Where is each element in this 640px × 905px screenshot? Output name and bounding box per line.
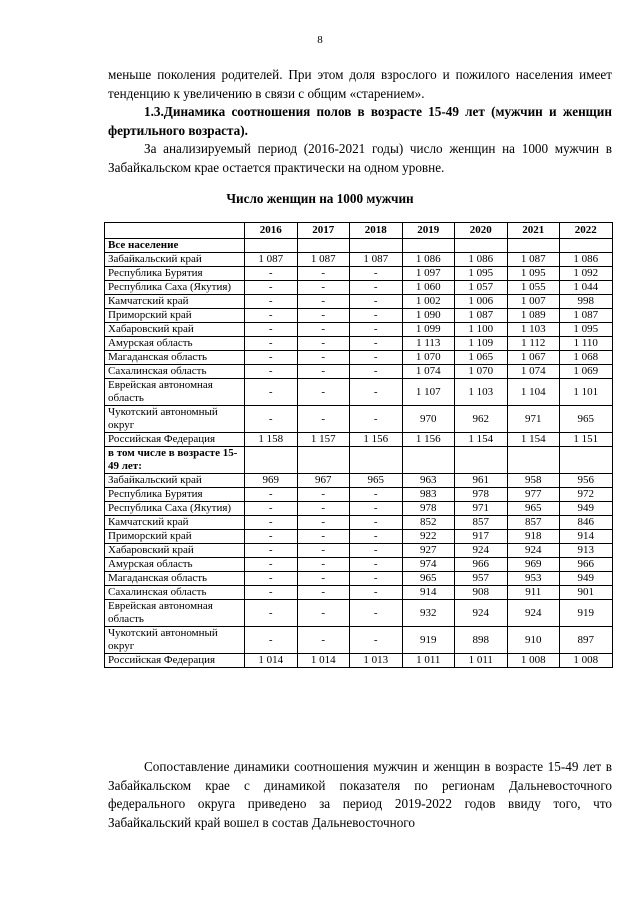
- value-cell: 1 099: [402, 323, 455, 337]
- value-cell: 1 014: [245, 654, 298, 668]
- value-cell: -: [245, 627, 298, 654]
- empty-cell: [402, 239, 455, 253]
- value-cell: 932: [402, 600, 455, 627]
- value-cell: 1 007: [507, 295, 560, 309]
- region-name: Чукотский автономный округ: [105, 627, 245, 654]
- table-row: [105, 488, 613, 502]
- value-cell: -: [245, 572, 298, 586]
- value-cell: 1 086: [560, 253, 613, 267]
- value-cell: 917: [455, 530, 508, 544]
- empty-cell: [245, 447, 298, 474]
- value-cell: 1 100: [455, 323, 508, 337]
- region-name: Амурская область: [105, 558, 245, 572]
- table-row: [105, 253, 613, 267]
- table-row: [105, 337, 613, 351]
- region-name: Республика Саха (Якутия): [105, 502, 245, 516]
- region-name: Сахалинская область: [105, 586, 245, 600]
- table-row: [105, 295, 613, 309]
- region-name: Российская Федерация: [105, 654, 245, 668]
- value-cell: 898: [455, 627, 508, 654]
- value-cell: -: [297, 323, 350, 337]
- value-cell: 1 006: [455, 295, 508, 309]
- value-cell: 918: [507, 530, 560, 544]
- value-cell: 998: [560, 295, 613, 309]
- value-cell: 1 002: [402, 295, 455, 309]
- value-cell: 914: [402, 586, 455, 600]
- value-cell: -: [245, 295, 298, 309]
- value-cell: -: [350, 530, 403, 544]
- table-row: [105, 516, 613, 530]
- value-cell: 1 011: [402, 654, 455, 668]
- table-row: [105, 544, 613, 558]
- value-cell: 911: [507, 586, 560, 600]
- paragraph-period-text: За анализируемый период (2016-2021 годы) число женщин на 1000 мужчин в Забайкальском крае остается практически на одном уровне.: [108, 141, 612, 175]
- value-cell: -: [245, 530, 298, 544]
- value-cell: 1 067: [507, 351, 560, 365]
- value-cell: -: [245, 323, 298, 337]
- region-name: Республика Бурятия: [105, 488, 245, 502]
- value-cell: 971: [455, 502, 508, 516]
- region-name: Хабаровский край: [105, 544, 245, 558]
- value-cell: -: [245, 502, 298, 516]
- value-cell: 1 103: [507, 323, 560, 337]
- value-cell: 924: [455, 600, 508, 627]
- year-header: 2019: [402, 223, 455, 239]
- page-number: 8: [317, 34, 323, 46]
- value-cell: -: [245, 516, 298, 530]
- value-cell: 965: [402, 572, 455, 586]
- value-cell: 924: [507, 600, 560, 627]
- table-row: [105, 379, 613, 406]
- year-header: 2020: [455, 223, 508, 239]
- table-row: [105, 600, 613, 627]
- value-cell: 1 008: [560, 654, 613, 668]
- value-cell: -: [297, 379, 350, 406]
- value-cell: 1 154: [507, 433, 560, 447]
- value-cell: 966: [560, 558, 613, 572]
- value-cell: 956: [560, 474, 613, 488]
- table-row: [105, 406, 613, 433]
- table-row: [105, 502, 613, 516]
- section-heading-text: 1.3.Динамика соотношения полов в возрасте 15-49 лет (мужчин и женщин фертильного возраста).: [108, 104, 612, 138]
- value-cell: 1 014: [297, 654, 350, 668]
- table-row: [105, 474, 613, 488]
- value-cell: 857: [455, 516, 508, 530]
- region-name: Камчатский край: [105, 516, 245, 530]
- value-cell: 965: [560, 406, 613, 433]
- value-cell: -: [297, 337, 350, 351]
- year-header: 2016: [245, 223, 298, 239]
- table-row: [105, 558, 613, 572]
- value-cell: -: [297, 516, 350, 530]
- value-cell: -: [350, 379, 403, 406]
- header-corner: [105, 223, 245, 239]
- table-row: [105, 351, 613, 365]
- table-row: [105, 627, 613, 654]
- value-cell: -: [297, 502, 350, 516]
- region-name: Хабаровский край: [105, 323, 245, 337]
- value-cell: 927: [402, 544, 455, 558]
- section-label: Все население: [105, 239, 245, 253]
- empty-cell: [560, 239, 613, 253]
- region-name: Еврейская автономная область: [105, 379, 245, 406]
- value-cell: -: [245, 558, 298, 572]
- empty-cell: [507, 447, 560, 474]
- region-name: Российская Федерация: [105, 433, 245, 447]
- value-cell: 1 087: [560, 309, 613, 323]
- value-cell: 910: [507, 627, 560, 654]
- value-cell: 1 087: [507, 253, 560, 267]
- value-cell: 1 086: [402, 253, 455, 267]
- empty-cell: [245, 239, 298, 253]
- value-cell: -: [297, 488, 350, 502]
- value-cell: 919: [560, 600, 613, 627]
- value-cell: 1 107: [402, 379, 455, 406]
- value-cell: -: [350, 502, 403, 516]
- value-cell: 983: [402, 488, 455, 502]
- value-cell: 1 156: [402, 433, 455, 447]
- value-cell: 972: [560, 488, 613, 502]
- value-cell: 1 090: [402, 309, 455, 323]
- value-cell: 922: [402, 530, 455, 544]
- value-cell: 1 157: [297, 433, 350, 447]
- empty-cell: [455, 239, 508, 253]
- region-name: Забайкальский край: [105, 474, 245, 488]
- table-row: [105, 572, 613, 586]
- value-cell: -: [350, 267, 403, 281]
- value-cell: 965: [507, 502, 560, 516]
- value-cell: -: [245, 600, 298, 627]
- value-cell: -: [350, 351, 403, 365]
- empty-cell: [507, 239, 560, 253]
- value-cell: -: [350, 406, 403, 433]
- value-cell: 1 068: [560, 351, 613, 365]
- value-cell: 919: [402, 627, 455, 654]
- value-cell: 1 097: [402, 267, 455, 281]
- table-row: [105, 433, 613, 447]
- value-cell: -: [297, 530, 350, 544]
- value-cell: 1 113: [402, 337, 455, 351]
- value-cell: -: [350, 365, 403, 379]
- paragraph-intro: меньше поколения родителей. При этом доля взрослого и пожилого населения имеет тенденцию к увеличению в связи с общим «старением».: [108, 67, 612, 101]
- value-cell: -: [350, 516, 403, 530]
- value-cell: 1 086: [455, 253, 508, 267]
- region-name: Республика Саха (Якутия): [105, 281, 245, 295]
- table-row: [105, 586, 613, 600]
- section-row: [105, 447, 613, 474]
- table-row: [105, 530, 613, 544]
- value-cell: -: [297, 586, 350, 600]
- value-cell: 1 110: [560, 337, 613, 351]
- value-cell: 974: [402, 558, 455, 572]
- section-label: в том числе в возрасте 15-49 лет:: [105, 447, 245, 474]
- value-cell: -: [245, 544, 298, 558]
- value-cell: 961: [455, 474, 508, 488]
- value-cell: -: [297, 406, 350, 433]
- value-cell: -: [245, 488, 298, 502]
- value-cell: 949: [560, 572, 613, 586]
- region-name: Приморский край: [105, 530, 245, 544]
- region-name: Еврейская автономная область: [105, 600, 245, 627]
- value-cell: 1 156: [350, 433, 403, 447]
- section-row: [105, 239, 613, 253]
- value-cell: -: [297, 600, 350, 627]
- value-cell: 1 044: [560, 281, 613, 295]
- value-cell: -: [350, 281, 403, 295]
- value-cell: 969: [245, 474, 298, 488]
- value-cell: -: [297, 281, 350, 295]
- year-header: 2022: [560, 223, 613, 239]
- value-cell: 1 154: [455, 433, 508, 447]
- value-cell: -: [297, 351, 350, 365]
- value-cell: 1 065: [455, 351, 508, 365]
- value-cell: -: [350, 337, 403, 351]
- value-cell: -: [297, 627, 350, 654]
- value-cell: -: [245, 379, 298, 406]
- value-cell: 1 095: [455, 267, 508, 281]
- value-cell: 962: [455, 406, 508, 433]
- value-cell: 1 074: [402, 365, 455, 379]
- value-cell: 970: [402, 406, 455, 433]
- value-cell: 1 069: [560, 365, 613, 379]
- value-cell: 1 008: [507, 654, 560, 668]
- value-cell: 1 087: [297, 253, 350, 267]
- empty-cell: [350, 239, 403, 253]
- value-cell: -: [350, 600, 403, 627]
- value-cell: 978: [455, 488, 508, 502]
- value-cell: -: [245, 267, 298, 281]
- value-cell: 857: [507, 516, 560, 530]
- value-cell: 1 060: [402, 281, 455, 295]
- region-name: Камчатский край: [105, 295, 245, 309]
- value-cell: -: [297, 267, 350, 281]
- value-cell: 1 087: [455, 309, 508, 323]
- empty-cell: [350, 447, 403, 474]
- value-cell: -: [350, 572, 403, 586]
- value-cell: -: [350, 323, 403, 337]
- value-cell: 963: [402, 474, 455, 488]
- sex-ratio-table: [104, 222, 613, 668]
- value-cell: 1 055: [507, 281, 560, 295]
- table-row: [105, 323, 613, 337]
- value-cell: 949: [560, 502, 613, 516]
- value-cell: -: [245, 406, 298, 433]
- value-cell: 1 101: [560, 379, 613, 406]
- value-cell: -: [245, 365, 298, 379]
- table-row: [105, 281, 613, 295]
- value-cell: 913: [560, 544, 613, 558]
- table-row: [105, 267, 613, 281]
- value-cell: 953: [507, 572, 560, 586]
- value-cell: -: [297, 544, 350, 558]
- value-cell: 1 109: [455, 337, 508, 351]
- value-cell: -: [350, 295, 403, 309]
- value-cell: -: [350, 309, 403, 323]
- value-cell: 924: [507, 544, 560, 558]
- value-cell: 1 112: [507, 337, 560, 351]
- value-cell: 846: [560, 516, 613, 530]
- value-cell: -: [245, 337, 298, 351]
- value-cell: 1 158: [245, 433, 298, 447]
- region-name: Приморский край: [105, 309, 245, 323]
- table-header-row: [105, 223, 613, 239]
- value-cell: 914: [560, 530, 613, 544]
- value-cell: 966: [455, 558, 508, 572]
- value-cell: 1 103: [455, 379, 508, 406]
- table-row: [105, 365, 613, 379]
- value-cell: 852: [402, 516, 455, 530]
- section-heading: [108, 103, 612, 140]
- value-cell: -: [297, 572, 350, 586]
- value-cell: 1 011: [455, 654, 508, 668]
- region-name: Магаданская область: [105, 572, 245, 586]
- value-cell: -: [297, 365, 350, 379]
- value-cell: 957: [455, 572, 508, 586]
- value-cell: 1 074: [507, 365, 560, 379]
- value-cell: -: [297, 558, 350, 572]
- value-cell: 1 057: [455, 281, 508, 295]
- value-cell: 924: [455, 544, 508, 558]
- empty-cell: [402, 447, 455, 474]
- value-cell: 977: [507, 488, 560, 502]
- value-cell: 967: [297, 474, 350, 488]
- value-cell: 897: [560, 627, 613, 654]
- year-header: 2021: [507, 223, 560, 239]
- empty-cell: [560, 447, 613, 474]
- value-cell: 901: [560, 586, 613, 600]
- region-name: Республика Бурятия: [105, 267, 245, 281]
- table-title: Число женщин на 1000 мужчин: [226, 191, 414, 206]
- paragraph-period: [108, 140, 612, 177]
- region-name: Сахалинская область: [105, 365, 245, 379]
- value-cell: -: [297, 295, 350, 309]
- value-cell: 1 070: [402, 351, 455, 365]
- region-name: Чукотский автономный округ: [105, 406, 245, 433]
- value-cell: 1 095: [507, 267, 560, 281]
- value-cell: -: [297, 309, 350, 323]
- value-cell: 1 151: [560, 433, 613, 447]
- value-cell: 908: [455, 586, 508, 600]
- value-cell: 1 104: [507, 379, 560, 406]
- value-cell: 978: [402, 502, 455, 516]
- paragraph-comparison-text: Сопоставление динамики соотношения мужчин и женщин в возрасте 15-49 лет в Забайкальском крае с динамикой показателя по регионам Дальневосточного федерального округа приведено за период 2019-2022 годов ввиду того, что Забайкальский край вошел в состав Дальневосточного: [108, 759, 612, 830]
- value-cell: -: [245, 586, 298, 600]
- region-name: Магаданская область: [105, 351, 245, 365]
- value-cell: -: [350, 488, 403, 502]
- value-cell: -: [350, 586, 403, 600]
- value-cell: -: [245, 351, 298, 365]
- value-cell: -: [245, 309, 298, 323]
- value-cell: 969: [507, 558, 560, 572]
- value-cell: 1 087: [350, 253, 403, 267]
- value-cell: 1 089: [507, 309, 560, 323]
- year-header: 2018: [350, 223, 403, 239]
- value-cell: -: [350, 558, 403, 572]
- value-cell: -: [245, 281, 298, 295]
- region-name: Забайкальский край: [105, 253, 245, 267]
- value-cell: 1 087: [245, 253, 298, 267]
- value-cell: 971: [507, 406, 560, 433]
- empty-cell: [297, 447, 350, 474]
- table-row: [105, 309, 613, 323]
- region-name: Амурская область: [105, 337, 245, 351]
- value-cell: 965: [350, 474, 403, 488]
- value-cell: 1 095: [560, 323, 613, 337]
- value-cell: 1 013: [350, 654, 403, 668]
- value-cell: 1 070: [455, 365, 508, 379]
- paragraph-comparison: [108, 758, 612, 832]
- empty-cell: [297, 239, 350, 253]
- empty-cell: [455, 447, 508, 474]
- year-header: 2017: [297, 223, 350, 239]
- table-row: [105, 654, 613, 668]
- value-cell: 958: [507, 474, 560, 488]
- value-cell: -: [350, 544, 403, 558]
- value-cell: 1 092: [560, 267, 613, 281]
- value-cell: -: [350, 627, 403, 654]
